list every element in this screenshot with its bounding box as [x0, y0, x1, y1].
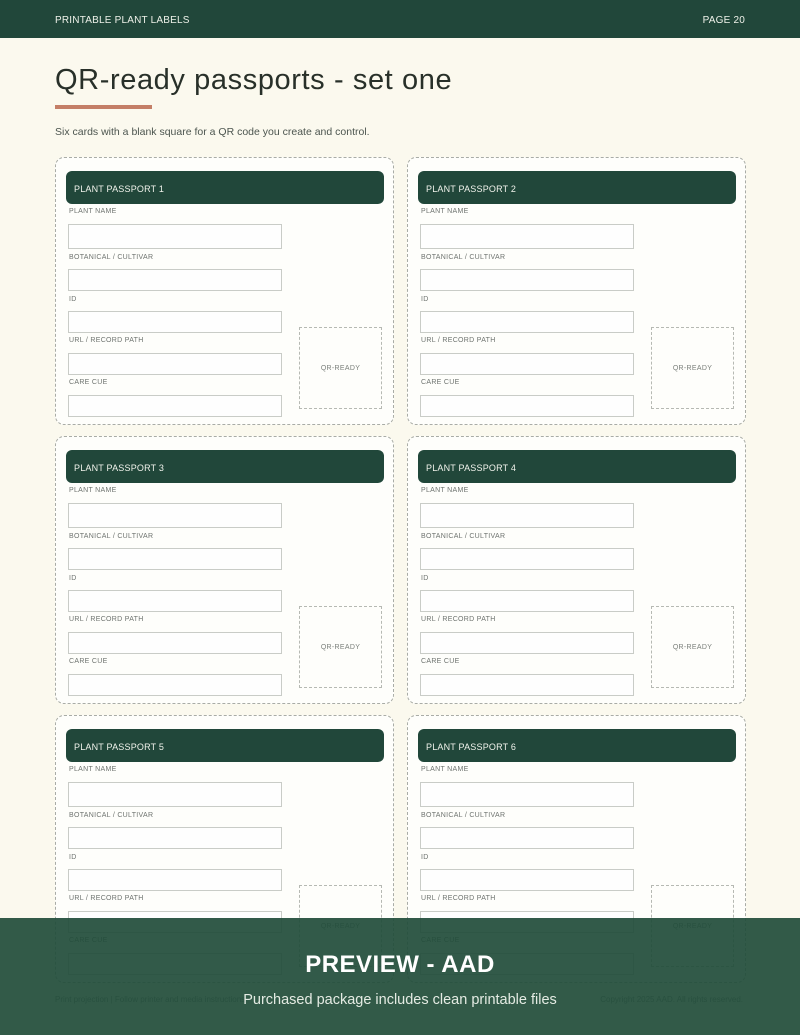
plant-name-field[interactable]: [68, 782, 282, 807]
id-label: ID: [421, 296, 429, 303]
id-label: ID: [421, 854, 429, 861]
plant-name-label: PLANT NAME: [69, 208, 117, 215]
url-label: URL / RECORD PATH: [421, 337, 496, 344]
card-title: PLANT PASSPORT 6: [418, 729, 736, 762]
care-label: CARE CUE: [421, 658, 460, 665]
page-subtitle: Six cards with a blank square for a QR code you create and control.: [55, 126, 370, 138]
plant-name-field[interactable]: [68, 503, 282, 528]
care-field[interactable]: [420, 395, 634, 417]
url-field[interactable]: [68, 353, 282, 375]
qr-label: QR-READY: [672, 364, 713, 372]
url-label: URL / RECORD PATH: [421, 616, 496, 623]
plant-name-field[interactable]: [68, 224, 282, 249]
url-label: URL / RECORD PATH: [69, 895, 144, 902]
care-label: CARE CUE: [421, 379, 460, 386]
id-field[interactable]: [420, 869, 634, 891]
preview-subtitle: Purchased package includes clean printable files: [243, 992, 557, 1008]
page-title: QR-ready passports - set one: [55, 64, 453, 96]
plant-name-label: PLANT NAME: [69, 766, 117, 773]
id-field[interactable]: [420, 311, 634, 333]
card-title: PLANT PASSPORT 1: [66, 171, 384, 204]
id-field[interactable]: [68, 869, 282, 891]
plant-name-label: PLANT NAME: [421, 766, 469, 773]
passport-card: [55, 157, 394, 425]
botanical-field[interactable]: [68, 827, 282, 849]
plant-name-field[interactable]: [420, 503, 634, 528]
card-title: PLANT PASSPORT 5: [66, 729, 384, 762]
url-field[interactable]: [420, 353, 634, 375]
url-label: URL / RECORD PATH: [69, 616, 144, 623]
id-field[interactable]: [68, 311, 282, 333]
title-underline: [55, 105, 152, 109]
top-bar: [0, 0, 800, 38]
plant-name-label: PLANT NAME: [69, 487, 117, 494]
preview-watermark-banner: [0, 918, 800, 1035]
card-title: PLANT PASSPORT 2: [418, 171, 736, 204]
care-field[interactable]: [420, 674, 634, 696]
care-label: CARE CUE: [69, 658, 108, 665]
botanical-label: BOTANICAL / CULTIVAR: [69, 812, 154, 819]
plant-name-field[interactable]: [420, 782, 634, 807]
care-field[interactable]: [68, 395, 282, 417]
botanical-field[interactable]: [420, 548, 634, 570]
botanical-field[interactable]: [68, 548, 282, 570]
botanical-label: BOTANICAL / CULTIVAR: [421, 812, 506, 819]
botanical-label: BOTANICAL / CULTIVAR: [421, 254, 506, 261]
passport-grid: [55, 157, 746, 983]
qr-label: QR-READY: [672, 643, 713, 651]
url-field[interactable]: [68, 632, 282, 654]
url-label: URL / RECORD PATH: [421, 895, 496, 902]
id-label: ID: [69, 575, 77, 582]
plant-name-field[interactable]: [420, 224, 634, 249]
id-label: ID: [421, 575, 429, 582]
qr-label: QR-READY: [320, 643, 361, 651]
id-field[interactable]: [68, 590, 282, 612]
qr-placeholder: [299, 606, 382, 688]
section-label: PRINTABLE PLANT LABELS: [55, 15, 190, 26]
card-title: PLANT PASSPORT 4: [418, 450, 736, 483]
card-title: PLANT PASSPORT 3: [66, 450, 384, 483]
preview-title: PREVIEW - AAD: [305, 951, 495, 978]
plant-name-label: PLANT NAME: [421, 208, 469, 215]
id-field[interactable]: [420, 590, 634, 612]
passport-card: [407, 157, 746, 425]
plant-name-label: PLANT NAME: [421, 487, 469, 494]
botanical-field[interactable]: [68, 269, 282, 291]
botanical-field[interactable]: [420, 827, 634, 849]
care-field[interactable]: [68, 674, 282, 696]
page-number: PAGE 20: [702, 15, 745, 26]
id-label: ID: [69, 854, 77, 861]
botanical-label: BOTANICAL / CULTIVAR: [69, 254, 154, 261]
qr-placeholder: [651, 327, 734, 409]
qr-label: QR-READY: [320, 364, 361, 372]
url-label: URL / RECORD PATH: [69, 337, 144, 344]
url-field[interactable]: [420, 632, 634, 654]
id-label: ID: [69, 296, 77, 303]
botanical-label: BOTANICAL / CULTIVAR: [69, 533, 154, 540]
qr-placeholder: [651, 606, 734, 688]
botanical-field[interactable]: [420, 269, 634, 291]
botanical-label: BOTANICAL / CULTIVAR: [421, 533, 506, 540]
passport-card: [407, 436, 746, 704]
passport-card: [55, 436, 394, 704]
care-label: CARE CUE: [69, 379, 108, 386]
qr-placeholder: [299, 327, 382, 409]
